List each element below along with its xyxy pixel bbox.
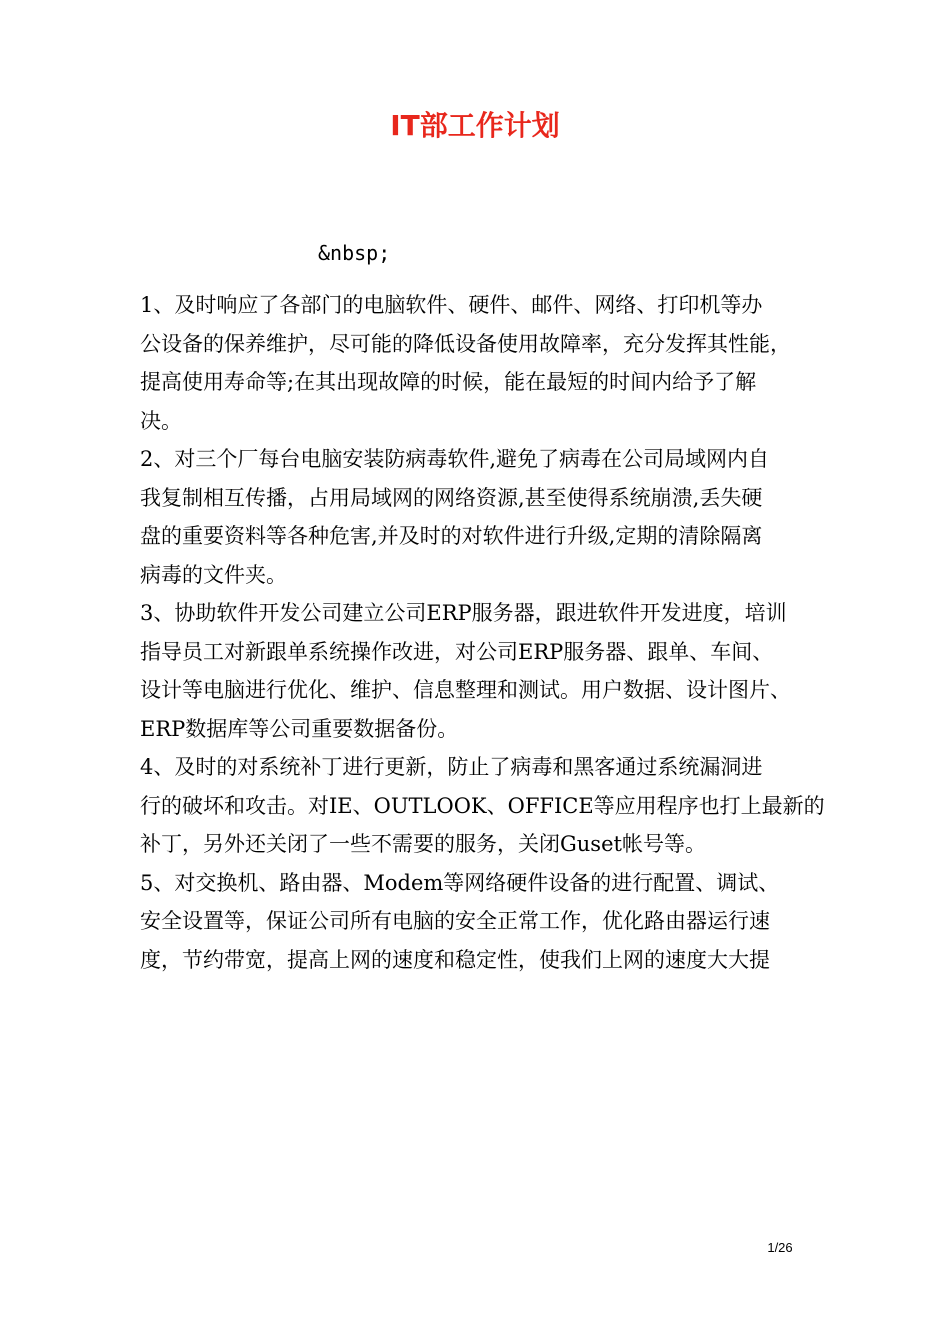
text-line: 我复制相互传播，占用局域网的网络资源,甚至使得系统崩溃,丢失硬 — [140, 485, 763, 510]
nbsp-literal-text: &nbsp; — [318, 241, 391, 265]
text-line: 盘的重要资料等各种危害,并及时的对软件进行升级,定期的清除隔离 — [140, 524, 763, 548]
text-line: 1、及时响应了各部门的电脑软件、硬件、邮件、网络、打印机等办 — [140, 293, 763, 317]
text-line: 补丁，另外还关闭了一些不需要的服务，关闭Guset帐号等。 — [140, 832, 706, 856]
paragraph-2 — [140, 440, 840, 594]
text-line: 5、对交换机、路由器、Modem等网络硬件设备的进行配置、调试、 — [140, 870, 780, 895]
text-line: 2、对三个厂每台电脑安装防病毒软件,避免了病毒在公司局域网内自 — [140, 447, 770, 471]
text-line: 设计等电脑进行优化、维护、信息整理和测试。用户数据、设计图片、 — [140, 678, 791, 702]
text-line: 指导员工对新跟单系统操作改进，对公司ERP服务器、跟单、车间、 — [140, 639, 774, 664]
document-title: IT部工作计划 — [390, 109, 560, 142]
text-line: 公设备的保养维护，尽可能的降低设备使用故障率，充分发挥其性能， — [140, 331, 791, 356]
paragraph-1 — [140, 286, 840, 440]
text-line: 病毒的文件夹。 — [140, 562, 287, 587]
text-line: 行的破坏和攻击。对IE、OUTLOOK、OFFICE等应用程序也打上最新的 — [140, 793, 825, 818]
text-line: 3、协助软件开发公司建立公司ERP服务器，跟进软件开发进度，培训 — [140, 601, 787, 625]
text-line: 提高使用寿命等;在其出现故障的时候，能在最短的时间内给予了解 — [140, 370, 757, 394]
text-line: 安全设置等，保证公司所有电脑的安全正常工作，优化路由器运行速 — [140, 909, 770, 933]
text-line: 度，节约带宽，提高上网的速度和稳定性，使我们上网的速度大大提 — [140, 947, 770, 972]
text-line: ERP数据库等公司重要数据备份。 — [140, 716, 459, 741]
paragraph-3 — [140, 594, 840, 748]
paragraph-5 — [140, 864, 840, 980]
paragraph-4 — [140, 748, 840, 864]
text-line: 4、及时的对系统补丁进行更新，防止了病毒和黑客通过系统漏洞进 — [140, 755, 763, 779]
document-body — [140, 286, 840, 979]
text-line: 决。 — [140, 408, 182, 433]
page-number: 1/26 — [767, 1240, 793, 1255]
